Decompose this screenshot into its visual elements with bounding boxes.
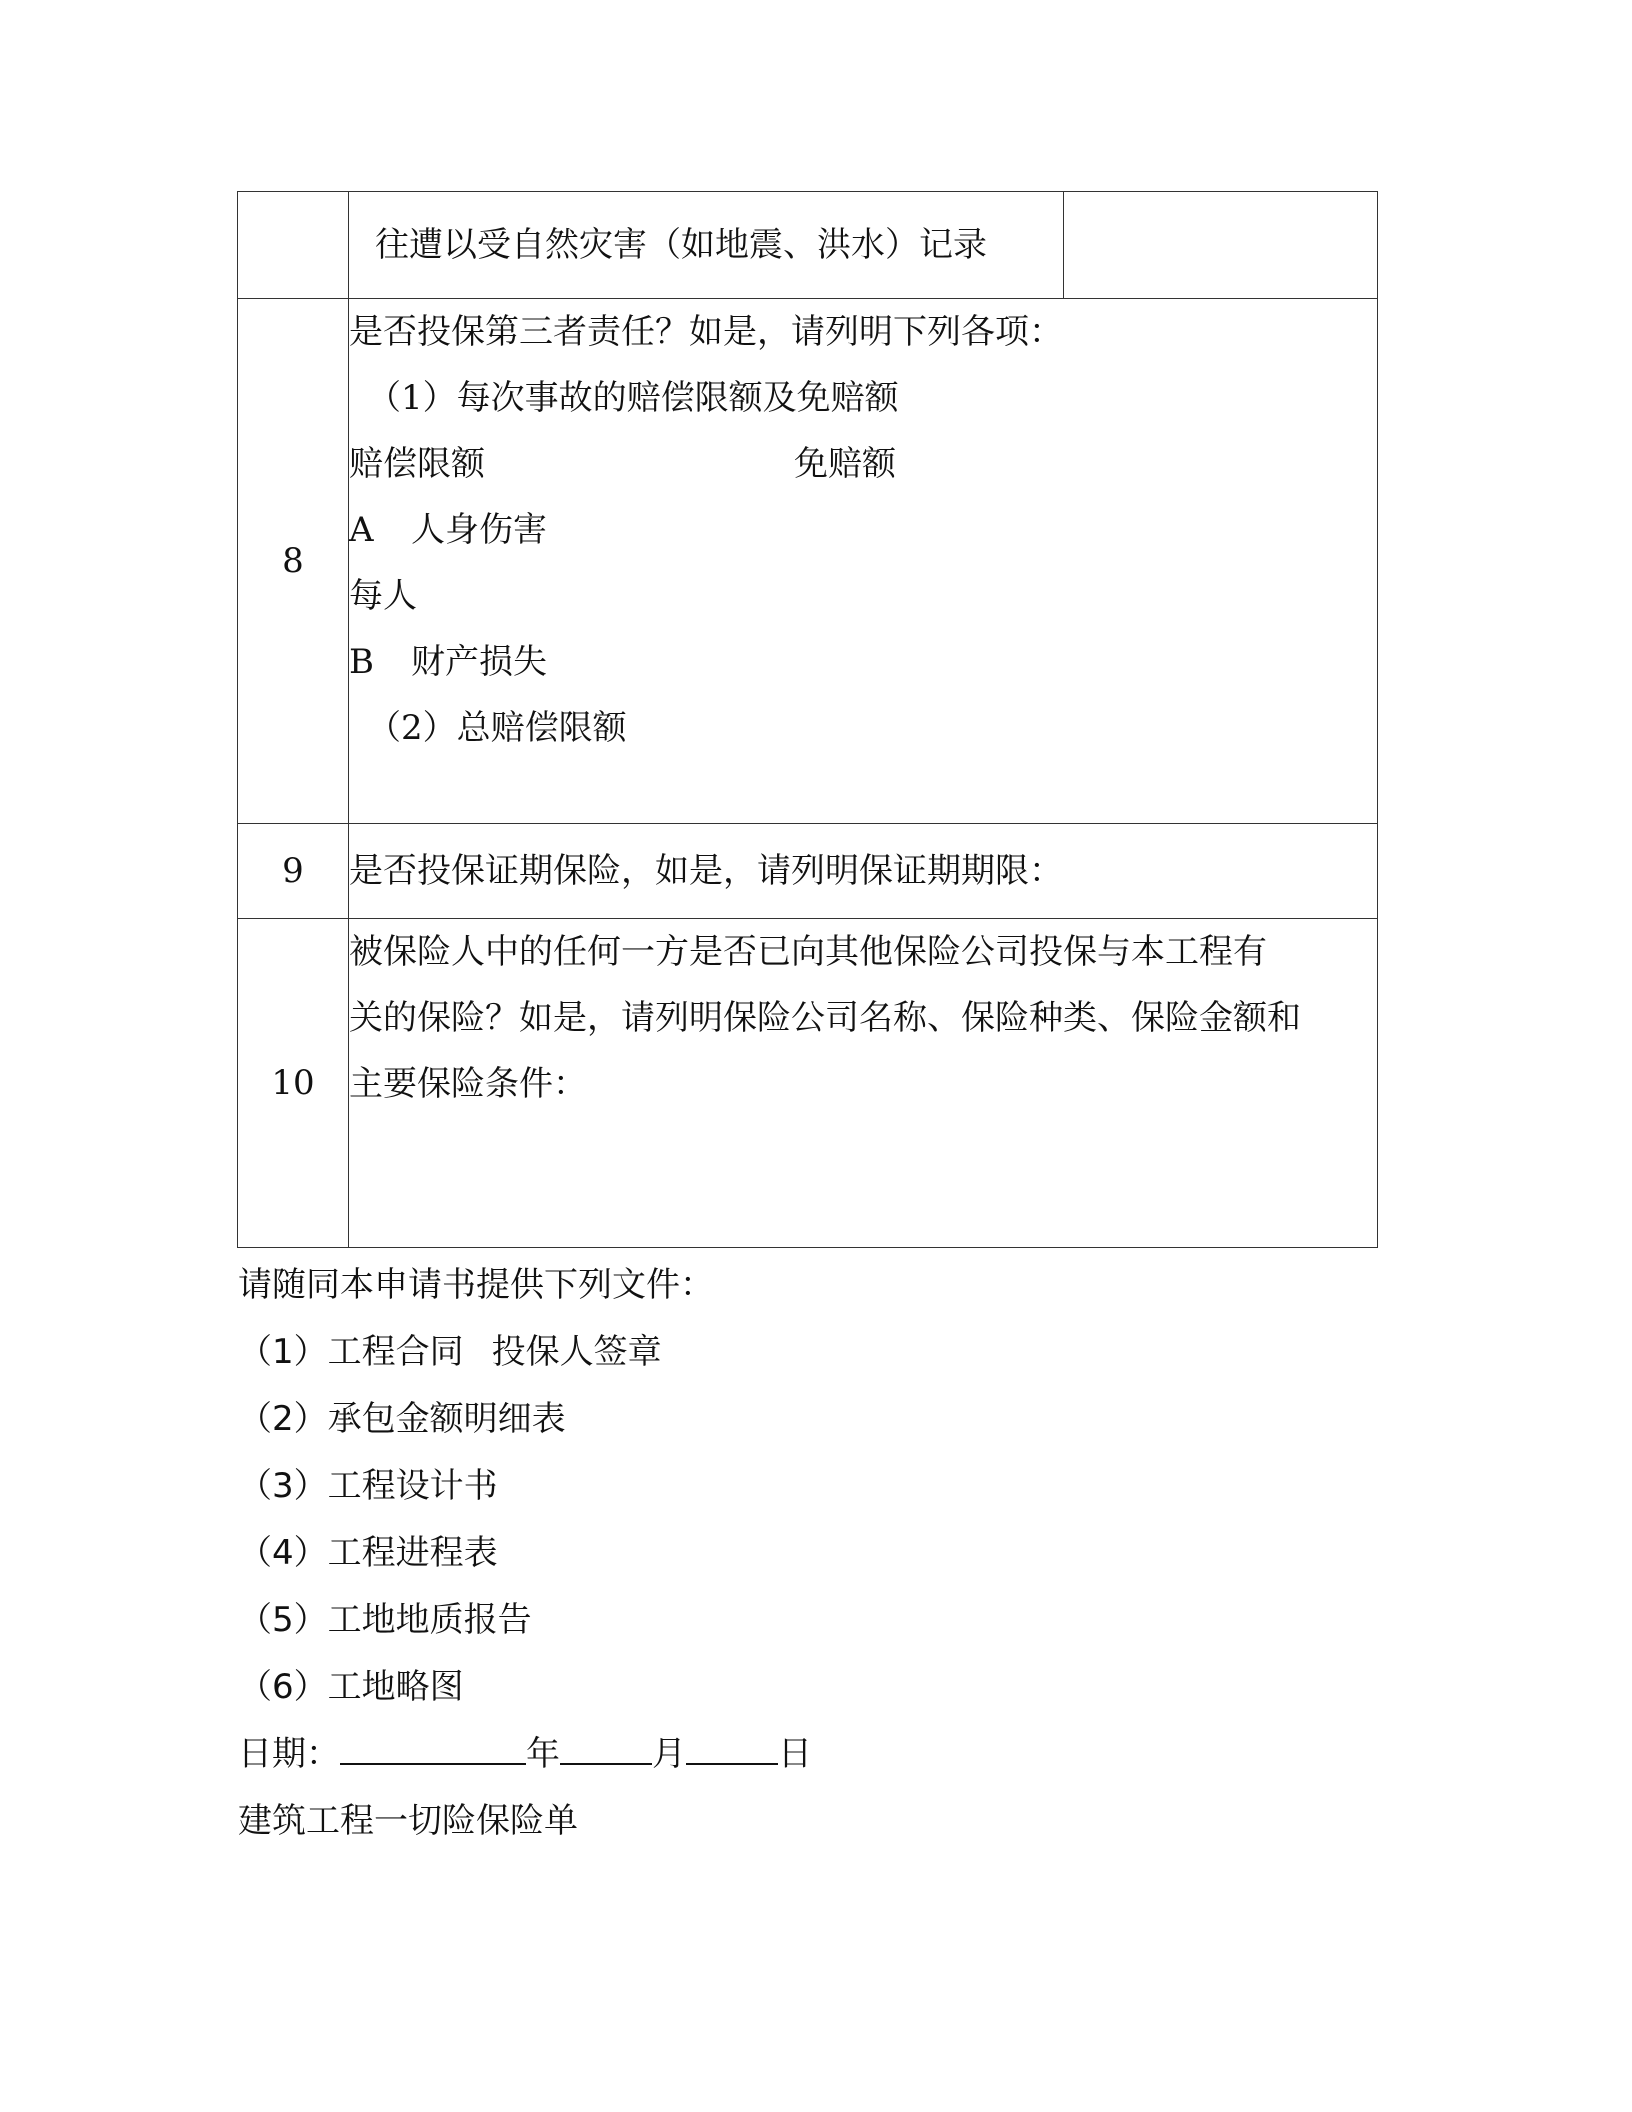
table-row bbox=[238, 919, 1378, 1248]
warranty-question: 是否投保证期保险，如是，请列明保证期期限： bbox=[349, 824, 1378, 919]
date-label: 日期： bbox=[238, 1734, 340, 1774]
documents-heading: 请随同本申请书提供下列文件： bbox=[238, 1265, 714, 1305]
day-label: 日 bbox=[778, 1734, 812, 1774]
year-field[interactable] bbox=[340, 1733, 526, 1765]
document-item: （4）工程进程表 bbox=[238, 1533, 498, 1573]
per-accident-subheading: （1）每次事故的赔偿限额及免赔额 bbox=[367, 378, 899, 418]
document-item: （6）工地略图 bbox=[238, 1667, 464, 1707]
year-label: 年 bbox=[526, 1734, 560, 1774]
bodily-injury-label: 人身伤害 bbox=[411, 510, 547, 550]
total-limit-subheading: （2）总赔偿限额 bbox=[367, 708, 627, 748]
limit-label: 赔偿限额 bbox=[349, 444, 485, 484]
other-insurance-line-3: 主要保险条件： bbox=[349, 1064, 587, 1104]
application-table bbox=[237, 191, 1378, 1248]
third-party-question: 是否投保第三者责任？如是，请列明下列各项： bbox=[349, 312, 1063, 352]
document-item: （2）承包金额明细表 bbox=[238, 1399, 566, 1439]
item-letter-b: B bbox=[349, 642, 374, 682]
other-insurance-cell bbox=[349, 919, 1378, 1248]
deductible-label: 免赔额 bbox=[794, 444, 896, 484]
month-label: 月 bbox=[652, 1734, 686, 1774]
per-person-label: 每人 bbox=[349, 576, 417, 616]
third-party-liability-cell bbox=[349, 299, 1378, 824]
signature-label: 投保人签章 bbox=[491, 1332, 662, 1372]
required-documents-section bbox=[238, 1252, 812, 1855]
disaster-record-value[interactable] bbox=[1064, 192, 1378, 298]
policy-title: 建筑工程一切险保险单 bbox=[238, 1801, 578, 1841]
row-number: 8 bbox=[238, 299, 349, 824]
property-damage-label: 财产损失 bbox=[411, 642, 547, 682]
other-insurance-line-2: 关的保险？如是，请列明保险公司名称、保险种类、保险金额和 bbox=[349, 998, 1301, 1038]
other-insurance-line-1: 被保险人中的任何一方是否已向其他保险公司投保与本工程有 bbox=[349, 932, 1267, 972]
table-row bbox=[238, 299, 1378, 824]
table-row bbox=[238, 824, 1378, 919]
item-letter-a: A bbox=[349, 510, 374, 550]
month-field[interactable] bbox=[560, 1733, 652, 1765]
date-line bbox=[238, 1721, 812, 1788]
record-subtable bbox=[349, 192, 1377, 298]
day-field[interactable] bbox=[686, 1733, 778, 1765]
row-number: 10 bbox=[238, 919, 349, 1248]
disaster-record-label: 往遭以受自然灾害（如地震、洪水）记录 bbox=[349, 192, 1064, 298]
document-item: （1）工程合同 bbox=[238, 1332, 464, 1372]
row-number bbox=[238, 192, 349, 299]
row-number: 9 bbox=[238, 824, 349, 919]
table-row bbox=[238, 192, 1378, 299]
document-item: （5）工地地质报告 bbox=[238, 1600, 532, 1640]
document-item: （3）工程设计书 bbox=[238, 1466, 498, 1506]
